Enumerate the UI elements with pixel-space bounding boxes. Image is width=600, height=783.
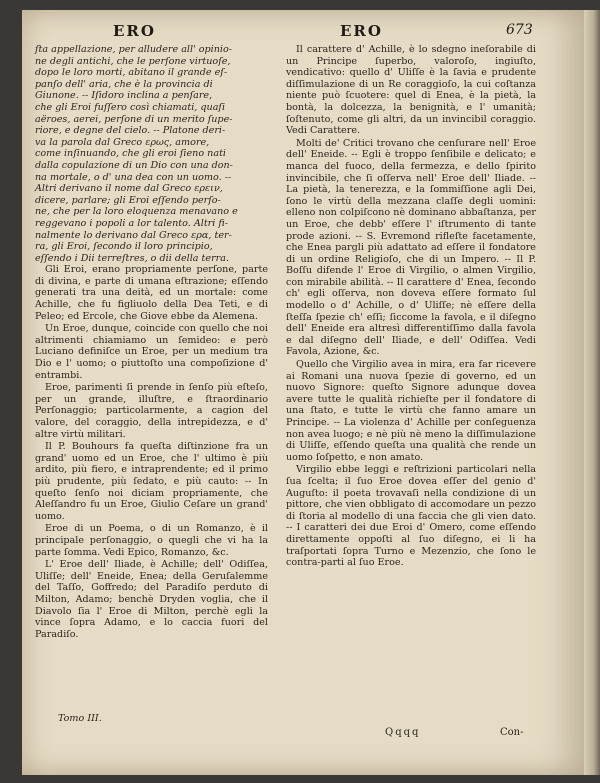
left_paragraphs-0: Gli Eroi, erano propriamente perſone, parte di divina, e parte di umana eſtrazione; eſſendo generati tra una deità, ed un mortale: come Achille, che fu figliuolo della Dea Teti, e di Peleo; ed Ercole, che Giove ebbe da Alemena.: [35, 264, 268, 322]
left-line: panſo dell' aria, che è la provincia di: [35, 78, 213, 90]
signature-mark: Qqqq: [385, 727, 421, 738]
page-edge: [584, 10, 600, 775]
catchword: Con-: [500, 727, 524, 738]
left-column: [35, 44, 268, 641]
right_paragraphs-0: Il carattere d' Achille, è lo sdegno ineſorabile di un Principe ſuperbo, valoroſo, ingiuſto, vendicativo: quello d' Uliſſe è la ſavia e prudente diſſimulazione di un Re coraggioſo, la cui coſtanza niente può ſcuotere: quel di Enea, è la pietà, la bontà, la dolcezza, la benignità, e l' umanità; ſoſtenuto, come gli altri, da un invincibil coraggio. Vedi Carattere.: [286, 44, 536, 137]
right-column: [286, 44, 536, 570]
left-line: ſta appellazione, per alludere all' opinio-: [35, 44, 232, 55]
left-line: Altri derivano il nome dal Greco ερειν,: [35, 183, 223, 195]
left-line: ne, che per la loro eloquenza menavano e: [35, 206, 238, 218]
left_paragraphs-2: Eroe, parimenti ſi prende in ſenſo più eſteſo, per un grande, illuſtre, e ſtraordinario Perſonaggio; particolarmente, a cagion del valore, del coraggio, della intrepidezza, e d' altre virtù militari.: [35, 382, 268, 440]
right_paragraphs-1: Molti de' Critici trovano che cenſurare nell' Eroe dell' Eneide. -- Egli è troppo ſenſibile e delicato; e manca del fuoco, della fermezza, e dello ſpirito invincibile, che ſi oſſerva nell' Eroe dell' Iliade. -- La pietà, la tenerezza, e la ſommiſſione agli Dei, ſono le virtù della mezzana claſſe degli uomini: elleno non colpiſcono nè dominano abbaſtanza, per un Eroe, che debb' eſſere l' iſtrumento di tante prode azioni. -- S. Evremond rifleſte facetamente, che Enea pargli più adattato ad eſſere il fondatore di un ordine Religioſo, che di un Impero. -- Il P. Boſſu difende l' Eroe di Virgilio, o almen Virgilio, con mirabile abilità. -- Il carattere d' Enea, ſecondo ch' egli oſſerva, non doveva eſſere formato ſul modello o d' Achille, o d' Uliſſe; nè eſſere della ſteſſa ſpezie ch' eſſi; ſiccome la favola, e il diſegno dell' Eneide era altresì differentiſſimo dalla favola e dal diſegno dell' Iliade, e dell' Odiſſea. Vedi Favola, Azione, &c.: [286, 137, 536, 358]
left-line: come inſinuando, che gli eroi ſieno nati: [35, 148, 226, 160]
left-line: na mortale, o d' una dea con un uomo. --: [35, 171, 232, 183]
volume-label: Tomo III.: [58, 713, 102, 724]
left-line: ra, gli Eroi, ſecondo il loro principio,: [35, 241, 213, 253]
left-paragraphs: [35, 264, 268, 640]
left-line: che gli Eroi fuſſero così chiamati, quaſi: [35, 101, 226, 113]
left-line: dalla copulazione di un Dio con una don-: [35, 159, 233, 171]
right-running-head: ERO: [340, 22, 383, 40]
right_paragraphs-2: Quello che Virgilio avea in mira, era far ricevere ai Romani una nuova ſpezie di governo, ed un nuovo Signore: queſto Signore adunque dovea avere tutte le qualità richieſte per il fondatore di una ſtato, e tutte le virtù che fanno amare un Principe. -- La violenza d' Achille per conſeguenza non avea luogo; e nè più nè meno la diſſimulazione di Uliſſe, eſſendo queſta una qualità che rende un uomo ſoſpetto, e non amato.: [286, 359, 536, 463]
left-line: dopo le loro morti, abitano il grande eſ-: [35, 67, 228, 79]
left_paragraphs-4: Eroe di un Poema, o di un Romanzo, è il principale perſonaggio, o quegli che vi ha la parte ſomma. Vedi Epico, Romanzo, &c.: [35, 523, 268, 558]
left-line: eſſendo i Dii terreſtres, o dii della terra.: [35, 252, 230, 264]
left-italic-lines: [35, 44, 268, 264]
left-line: ne degli antichi, che le perſone virtuoſe,: [35, 55, 231, 67]
left-line: dicere, parlare; gli Eroi eſſendo perſo-: [35, 194, 221, 206]
left_paragraphs-5: L' Eroe dell' Iliade, è Achille; dell' Odiſſea, Uliſſe; dell' Eneide, Enea; della Geruſalemme del Taſſo, Goffredo; del Paradiſo perduto di Milton, Adamo; benchè Dryden voglia, che il Diavolo ſia l' Eroe di Milton, perchè egli la vince ſopra Adamo, e lo caccia fuori del Paradiſo.: [35, 559, 268, 640]
page-number: 673: [506, 22, 533, 38]
left-line: nalmente lo derivano dal Greco ερα, ter-: [35, 229, 232, 241]
left-line: reggevano i popoli a lor talento. Altri fi-: [35, 217, 229, 229]
left_paragraphs-1: Un Eroe, dunque, coincide con quello che noi altrimenti chiamiamo un ſemideo: e però Luciano definiſce un Eroe, per un medium tra Dio e l' uomo; o piuttoſto una compoſizione d' entrambi.: [35, 323, 268, 381]
left-line: riore, e degne del cielo. -- Platone deri-: [35, 125, 226, 137]
left_paragraphs-3: Il P. Bouhours fa queſta diſtinzione fra un grand' uomo ed un Eroe, che l' ultimo è più ardito, più fiero, e intraprendente; ed il primo più prudente, più ſedato, e più cauto: -- In queſto ſenſo noi diciam propriamente, che Aleſſandro fu un Eroe, Giulio Ceſare un grand' uomo.: [35, 441, 268, 522]
left-line: aëroes, aerei, perſone di un merito ſupe-: [35, 113, 233, 125]
left-running-head: ERO: [113, 22, 156, 40]
right_paragraphs-3: Virgilio ebbe leggi e reſtrizioni particolari nella ſua ſcelta; il ſuo Eroe dovea eſſer del genio d' Auguſto: il poeta trovavaſi nella condizione di un pittore, che vien obbligato di accomodare un pezzo di ſtoria al modello di una faccia che gli vien dato. -- I caratteri dei due Eroi d' Omero, come eſſendo direttamente oppoſti al ſuo diſegno, ei li ha traſportati ſopra Turno e Mezenzio, che ſono le contra-parti al ſuo Eroe.: [286, 464, 536, 569]
left-line: Giunone. -- Iſidoro inclina a penſare,: [35, 90, 213, 102]
left-line: va la parola dal Greco ερως, amore,: [35, 136, 210, 148]
